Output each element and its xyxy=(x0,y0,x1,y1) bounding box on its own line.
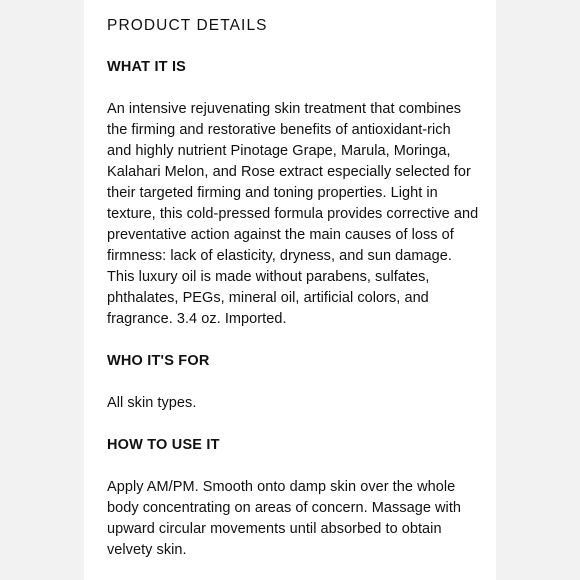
how-to-use-heading: HOW TO USE IT xyxy=(107,437,220,453)
who-its-for-heading: WHO IT'S FOR xyxy=(107,353,210,369)
product-details-title: PRODUCT DETAILS xyxy=(107,17,268,34)
product-details-content xyxy=(107,14,479,580)
who-its-for-description: All skin types. xyxy=(107,395,197,411)
what-it-is-heading: WHAT IT IS xyxy=(107,59,187,75)
what-it-is-description: An intensive rejuvenating skin treatment that combines the firming and restorative benefits of antioxidant-rich and highly nutrient Pinotage Grape, Marula, Moringa, Kalahari Melon, and Rose extract especially selected for their targeted firming and toning properties. Light in texture, this cold-pressed formula provides corrective and preventative action against the main causes of loss of firmness: lack of elasticity, dryness, and sun damage. This luxury oil is made without parabens, sulfates, phthalates, PEGs, mineral oil, artificial colors, and fragrance. 3.4 oz. Imported. xyxy=(107,101,479,327)
how-to-use-description: Apply AM/PM. Smooth onto damp skin over the whole body concentrating on areas of concern. Massage with upward circular movements until absorbed to obtain velvety skin. xyxy=(107,479,462,558)
